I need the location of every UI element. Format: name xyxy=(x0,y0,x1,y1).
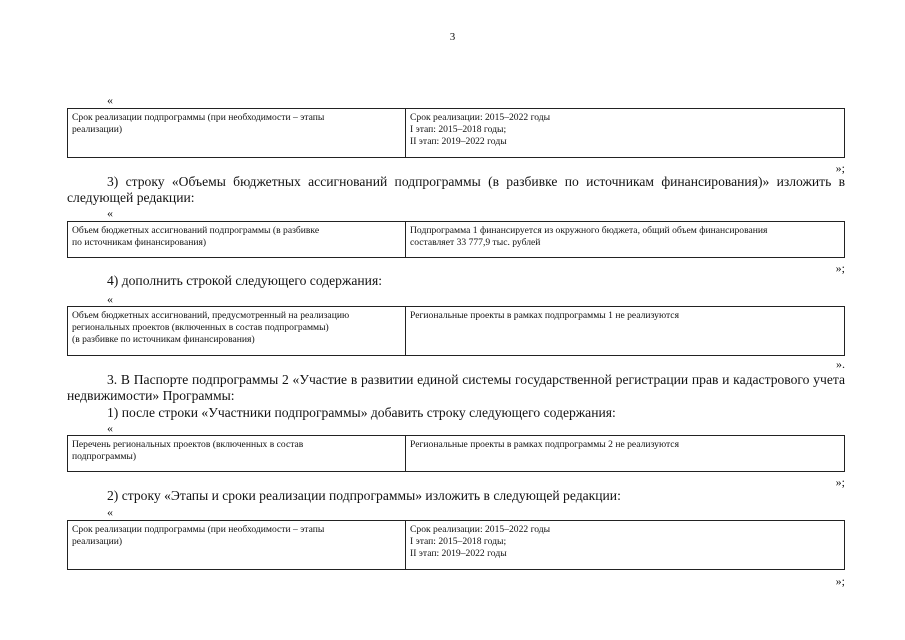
row-label-line: реализации) xyxy=(72,124,123,135)
passport-table-term-2 xyxy=(67,520,845,570)
paragraph-item-1: 1) после строки «Участники подпрограммы» добавить строку следующего содержания: xyxy=(107,405,616,420)
row-value-line: II этап: 2019–2022 годы xyxy=(410,548,507,559)
open-quote: « xyxy=(107,421,113,435)
close-quote: »; xyxy=(835,574,845,588)
row-label-line: Срок реализации подпрограммы (при необходимости – этапы xyxy=(72,112,325,123)
row-label-cell xyxy=(68,521,406,570)
passport-table-term-1 xyxy=(67,108,845,158)
row-value-cell xyxy=(406,109,845,158)
row-label-cell xyxy=(68,109,406,158)
paragraph-item-2: 2) строку «Этапы и сроки реализации подпрограммы» изложить в следующей редакции: xyxy=(107,488,621,503)
row-value-line: Срок реализации: 2015–2022 годы xyxy=(410,524,551,535)
paragraph-item-4: 4) дополнить строкой следующего содержания: xyxy=(107,273,382,288)
open-quote: « xyxy=(107,206,113,220)
row-label-line: (в разбивке по источникам финансирования) xyxy=(72,334,255,345)
row-label-line: региональных проектов (включенных в состав подпрограммы) xyxy=(72,322,329,333)
row-value-line: I этап: 2015–2018 годы; xyxy=(410,536,507,547)
row-value-cell xyxy=(406,436,845,472)
passport-table-budget xyxy=(67,221,845,258)
row-label-line: Срок реализации подпрограммы (при необходимости – этапы xyxy=(72,524,325,535)
open-quote: « xyxy=(107,93,113,107)
close-quote: »; xyxy=(835,161,845,175)
row-value-cell xyxy=(406,307,845,356)
row-value-line: II этап: 2019–2022 годы xyxy=(410,136,507,147)
passport-table-regional-projects xyxy=(67,435,845,472)
row-value-cell xyxy=(406,222,845,258)
row-label-line: Объем бюджетных ассигнований, предусмотренный на реализацию xyxy=(72,310,350,321)
close-quote: »; xyxy=(835,261,845,275)
row-label-line: Перечень региональных проектов (включенных в состав xyxy=(72,439,304,450)
close-quote: »; xyxy=(835,475,845,489)
close-quote: ». xyxy=(836,357,845,371)
paragraph-item-3: 3) строку «Объемы бюджетных ассигнований подпрограммы (в разбивке по источникам финансирования)» изложить в следующей редакции: xyxy=(67,174,845,205)
row-label-line: Объем бюджетных ассигнований подпрограммы (в разбивке xyxy=(72,225,320,236)
passport-table-regional-budget xyxy=(67,306,845,356)
row-value-line: составляет 33 777,9 тыс. рублей xyxy=(410,237,541,248)
row-label-cell xyxy=(68,436,406,472)
row-value-line: I этап: 2015–2018 годы; xyxy=(410,124,507,135)
page-number: 3 xyxy=(449,31,456,43)
row-value-line: Региональные проекты в рамках подпрограммы 2 не реализуются xyxy=(410,439,679,450)
row-value-line: Срок реализации: 2015–2022 годы xyxy=(410,112,551,123)
row-value-cell xyxy=(406,521,845,570)
row-value-line: Подпрограмма 1 финансируется из окружного бюджета, общий объем финансирования xyxy=(410,225,768,236)
row-label-cell xyxy=(68,307,406,356)
open-quote: « xyxy=(107,292,113,306)
row-label-line: подпрограммы) xyxy=(72,451,137,462)
row-label-line: по источникам финансирования) xyxy=(72,237,207,248)
row-label-cell xyxy=(68,222,406,258)
row-value-line: Региональные проекты в рамках подпрограммы 1 не реализуются xyxy=(410,310,679,321)
section-3-heading: 3. В Паспорте подпрограммы 2 «Участие в развитии единой системы государственной регистрации прав и кадастрового учета недвижимости» Программы: xyxy=(67,372,845,403)
row-label-line: реализации) xyxy=(72,536,123,547)
open-quote: « xyxy=(107,505,113,519)
